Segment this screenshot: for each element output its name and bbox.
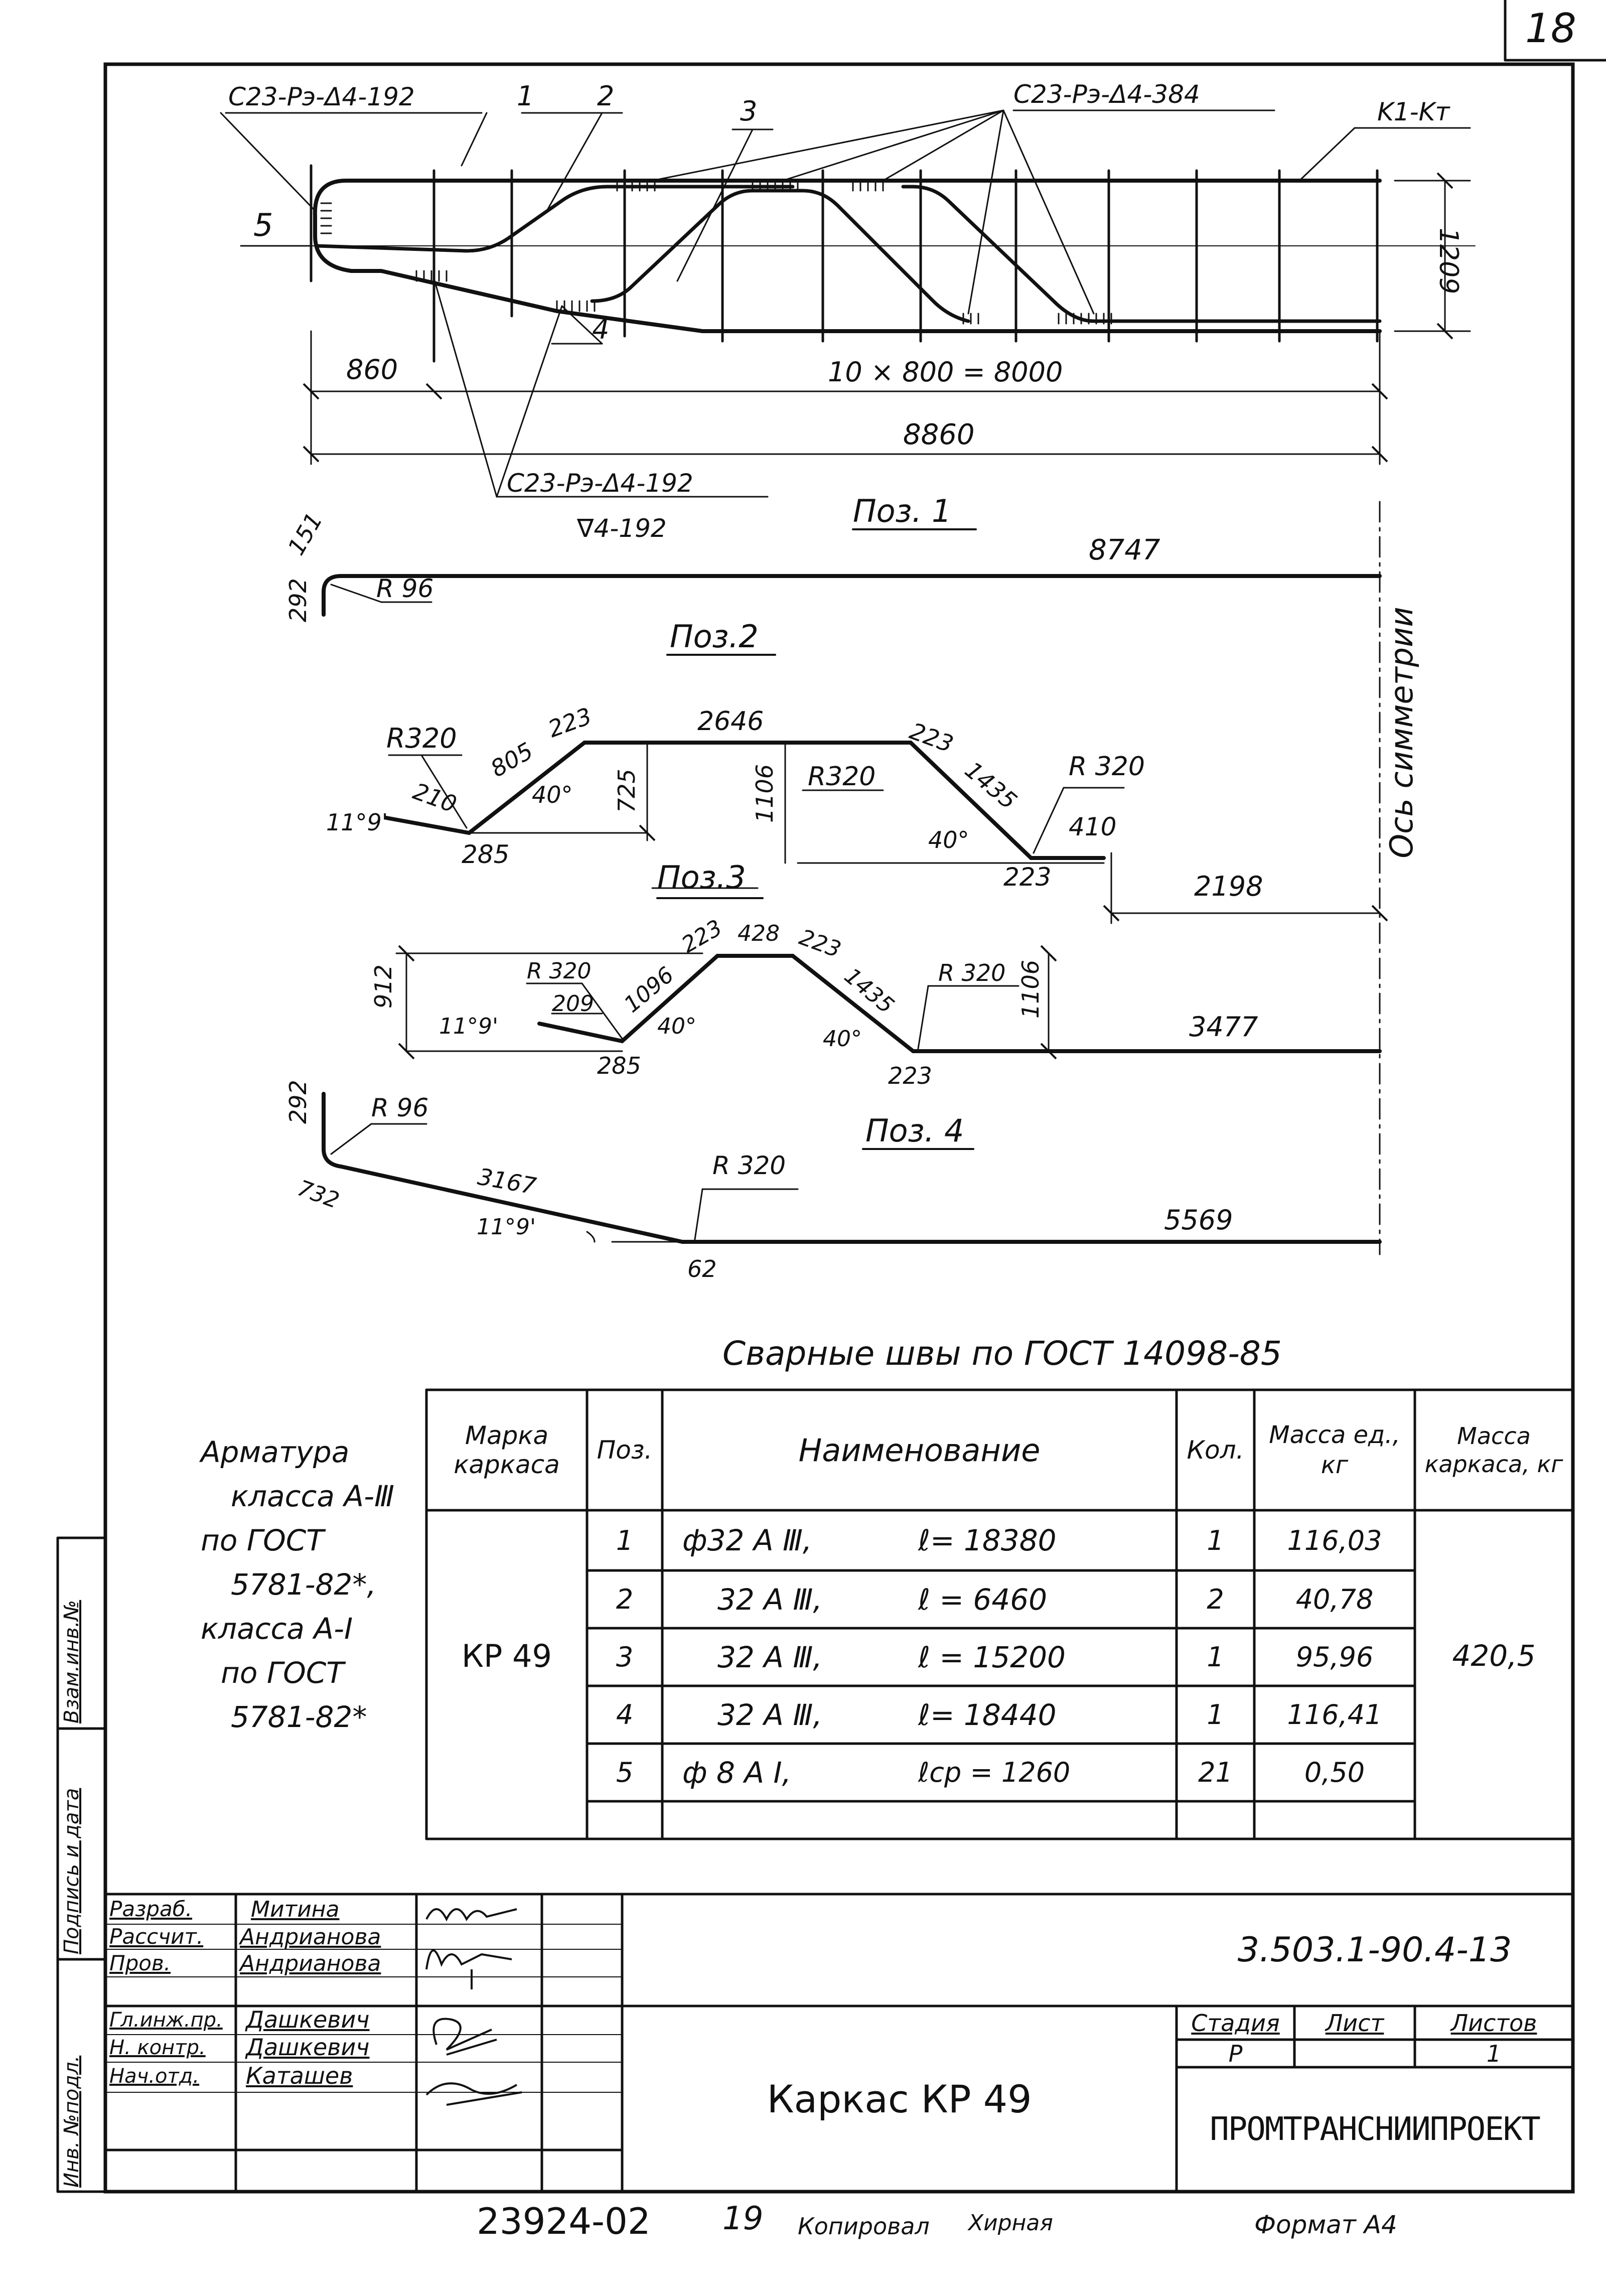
row-pos: 1 [616,1524,634,1556]
stamp-replaced-inv: Взам.инв.№ [60,1600,83,1724]
row-mass: 116,03 [1287,1524,1382,1556]
welds-note: Сварные швы по ГОСТ 14098-85 [722,1334,1282,1373]
dim-860: 860 [346,354,398,385]
dim-11-9-b: 11°9' [439,1014,499,1039]
weld-label-bottom: C23-Рэ-Δ4-192 [507,469,693,498]
row-name: 32 А Ⅲ, [717,1697,822,1732]
row-pos: 2 [616,1584,634,1615]
position1-title: Поз. 1 [853,493,952,529]
callout-5: 5 [253,207,273,243]
role-person: Андрианова [240,1924,381,1950]
row-name: 32 А Ⅲ, [717,1582,822,1617]
row-qty: 1 [1207,1641,1224,1673]
frame-mass: 420,5 [1452,1639,1536,1673]
dim-40-b: 40° [928,826,969,853]
header-mark: Марка каркаса [454,1421,560,1479]
rebar-note-line-4: 5781-82*, [231,1567,376,1602]
position3-title: Поз.3 [657,859,746,896]
stamp-signature-date: Подпись и дата [60,1788,83,1954]
dim-5569: 5569 [1164,1204,1233,1236]
dim-62: 62 [687,1255,717,1282]
doc-code: 3.503.1-90.4-13 [1237,1930,1512,1970]
dim-805: 805 [486,737,538,783]
dim-151: 151 [282,508,328,560]
header-qty: Кол. [1187,1436,1244,1465]
archive-number: 23924-02 [477,2200,651,2242]
row-name: ф32 А Ⅲ, [682,1523,812,1557]
row-qty: 21 [1198,1757,1233,1788]
copier-signature: Хирная [968,2210,1053,2236]
callout-2: 2 [597,80,615,112]
dim-40-d: 40° [823,1026,862,1052]
role-person: Каташев [246,2062,353,2089]
sheet-value [1294,2040,1415,2067]
dim-40-a: 40° [532,781,573,808]
role-person: Андрианова [240,1951,381,1976]
role-label: Гл.инж.пр. [109,2008,223,2032]
dim-912: 912 [370,964,397,1009]
weld-label-bottom-sub: ∇4-192 [577,514,667,543]
dim-285: 285 [462,840,510,869]
footer-page: 19 [722,2200,764,2237]
role-person: Митина [251,1897,340,1922]
callout-1: 1 [517,80,534,112]
dim-r96: R 96 [376,574,434,603]
stage-value: Р [1228,2040,1243,2067]
role-label: Н. контр. [109,2036,206,2059]
dim-1435: 1435 [959,756,1023,815]
row-mass: 0,50 [1304,1757,1365,1788]
symmetry-axis-label: Ось симметрии [1383,607,1420,858]
dim-8747: 8747 [1089,534,1160,566]
header-mass-unit: Масса ед., кг [1269,1421,1400,1479]
row-name: ф 8 А Ⅰ, [682,1755,792,1790]
dim-285-b: 285 [597,1052,641,1079]
dim-2646: 2646 [697,706,764,737]
dim-11-9-c: 11°9' [477,1214,536,1240]
dim-428: 428 [738,921,780,946]
row-length: ℓ = 15200 [918,1640,1066,1674]
dim-3477: 3477 [1189,1011,1258,1043]
dim-r320-right-b: R320 [808,762,876,792]
position2-title: Поз.2 [670,618,759,655]
dim-40-c: 40° [657,1014,696,1039]
row-mass: 116,41 [1287,1699,1382,1731]
stage-label: Стадия [1191,2009,1280,2037]
dim-210: 210 [409,777,461,818]
dim-r320-c: R 320 [712,1151,786,1180]
row-length: ℓ= 18380 [918,1523,1057,1557]
dim-732: 732 [294,1175,343,1214]
row-name: 32 А Ⅲ, [717,1640,822,1674]
role-label: Нач.отд. [109,2065,200,2088]
dim-r96-b: R 96 [371,1093,429,1122]
row-length: ℓ = 6460 [918,1582,1048,1617]
sheet-label: Лист [1325,2009,1384,2037]
dim-1435-b: 1435 [839,963,899,1019]
row-mass: 95,96 [1295,1641,1374,1673]
header-pos: Поз. [597,1436,653,1465]
dim-r320-left: R320 [386,723,457,754]
sheets-label: Листов [1450,2009,1537,2037]
dim-223-c: 223 [1003,863,1052,892]
rebar-note-line-7: 5781-82* [231,1700,367,1734]
organization-name: ПРОМТРАНСНИИПРОЕКТ [1210,2111,1540,2148]
position4-title: Поз. 4 [865,1112,964,1149]
position1-cage [221,110,1475,497]
dim-2198: 2198 [1194,871,1263,902]
frame-mark: КР 49 [461,1637,552,1674]
weld-label-top-left: C23-Рэ-Δ4-192 [228,82,415,111]
dim-10x800: 10 × 800 = 8000 [828,356,1063,388]
dim-r320-a: R 320 [527,958,592,984]
signature-2 [426,1950,512,1989]
dim-223-b: 223 [906,717,957,758]
signatures [416,1894,542,2150]
dim-209: 209 [552,991,594,1017]
dim-223-e: 223 [796,924,844,963]
weld-label-top-right: C23-Рэ-Δ4-384 [1013,80,1200,109]
dim-8860: 8860 [903,418,975,451]
row-pos: 3 [616,1641,634,1673]
row-qty: 1 [1207,1524,1224,1556]
dim-3167: 3167 [476,1163,538,1200]
row-qty: 2 [1207,1584,1224,1615]
callout-4: 4 [592,314,610,345]
signature-3 [433,2019,497,2055]
position2-bar [324,576,1380,615]
role-label: Пров. [109,1951,171,1975]
header-name: Наименование [798,1431,1041,1469]
dim-292-b: 292 [284,1080,312,1124]
signature-4 [426,2083,522,2105]
dim-1106: 1106 [751,764,778,823]
rebar-note-line-1: Арматура [201,1435,350,1469]
dim-725: 725 [613,769,640,813]
role-label: Разраб. [109,1897,193,1921]
row-pos: 4 [616,1699,634,1731]
dim-292: 292 [284,578,312,622]
dim-410: 410 [1069,812,1117,841]
row-length: ℓ= 18440 [918,1697,1057,1732]
doc-title: Каркас КР 49 [767,2076,1032,2121]
dim-r320-right-a: R 320 [1069,752,1145,782]
row-qty: 1 [1207,1699,1224,1731]
dim-223-d: 223 [677,915,727,958]
role-person: Дашкевич [246,2006,370,2033]
format-label: Формат А4 [1254,2210,1397,2239]
rebar-note [201,1430,421,1739]
row-pos: 5 [616,1757,634,1788]
row-length: ℓср = 1260 [918,1757,1071,1788]
dim-223-f: 223 [888,1062,932,1089]
header-mass-frame: Масса каркаса, кг [1424,1422,1563,1478]
dim-223-a: 223 [544,702,596,743]
sheets-value: 1 [1486,2040,1502,2067]
dim-1096: 1096 [619,962,679,1018]
sheet-page-number: 18 [1525,5,1576,52]
role-person: Дашкевич [246,2034,370,2061]
rebar-note-line-6: по ГОСТ [221,1656,344,1690]
signature-1 [426,1909,517,1919]
rebar-note-line-5: класса А-Ⅰ [201,1612,353,1646]
kt-label: K1-Kт [1377,97,1450,126]
row-mass: 40,78 [1295,1584,1374,1615]
dim-1209: 1209 [1433,227,1464,295]
dim-r320-b: R 320 [938,959,1006,986]
role-label: Рассчит. [109,1924,204,1949]
rebar-note-line-2: класса А-Ⅲ [231,1479,394,1513]
callout-3: 3 [740,95,758,127]
rebar-note-line-3: по ГОСТ [201,1523,324,1557]
stamp-inv-no: Инв. №подл. [60,2055,83,2188]
copied-by-label: Копировал [798,2213,930,2240]
dim-11-9: 11°9' [326,809,388,836]
dim-1106-b: 1106 [1017,959,1044,1019]
